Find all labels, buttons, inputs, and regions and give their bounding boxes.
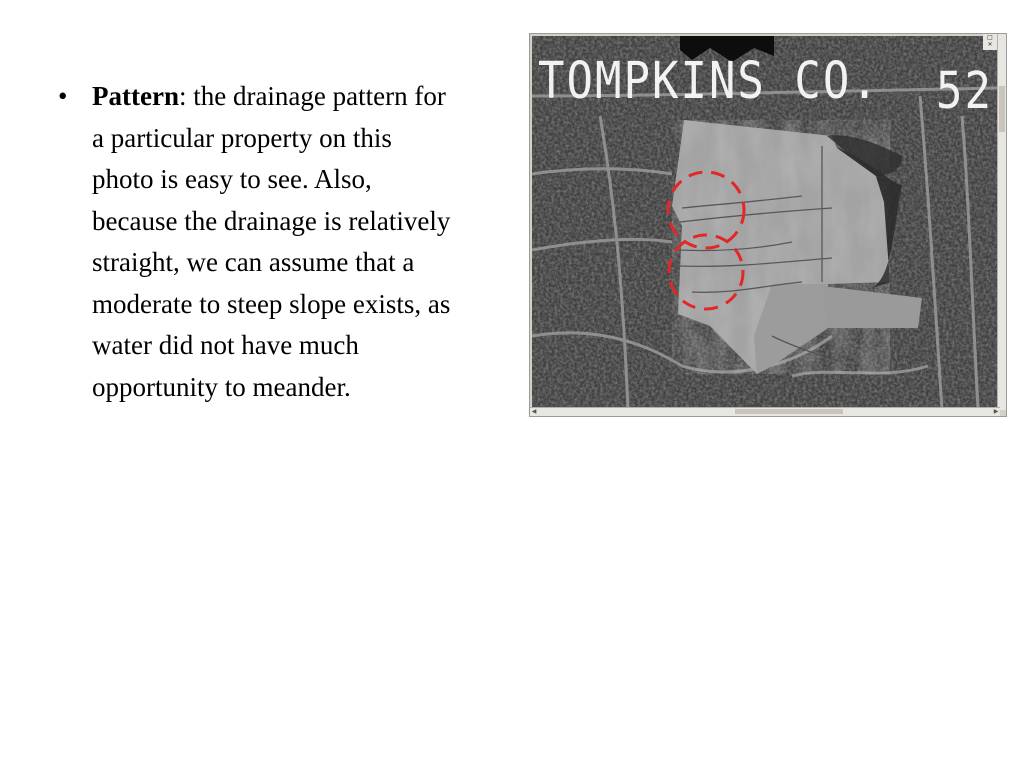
bullet-description: : the drainage pattern for a particular property on this photo is easy to see. Also, because the drainage is relatively straight, we can assume that a moderate to steep slope exists, as water did not have much opportunity to meander. (92, 81, 451, 402)
close-icon[interactable]: ✕ (987, 41, 993, 48)
horizontal-scroll-thumb[interactable] (735, 409, 843, 414)
window-controls (983, 34, 997, 50)
bullet-paragraph (92, 76, 458, 408)
stamp-number: 52 (936, 62, 993, 121)
aerial-photo-window (529, 33, 1007, 417)
horizontal-scrollbar[interactable] (530, 407, 1000, 416)
maximize-icon[interactable]: □ (987, 34, 993, 41)
bullet-term: Pattern (92, 81, 179, 111)
scroll-right-icon[interactable]: ▶ (993, 408, 999, 415)
vertical-scrollbar[interactable] (997, 34, 1006, 410)
bullet-symbol: • (58, 81, 68, 111)
bullet-text-block (58, 76, 458, 408)
stamp-county: TOMPKINS CO. (538, 52, 880, 111)
aerial-photo (532, 36, 998, 410)
vertical-scroll-thumb[interactable] (999, 86, 1005, 132)
scroll-left-icon[interactable]: ◀ (531, 408, 537, 415)
